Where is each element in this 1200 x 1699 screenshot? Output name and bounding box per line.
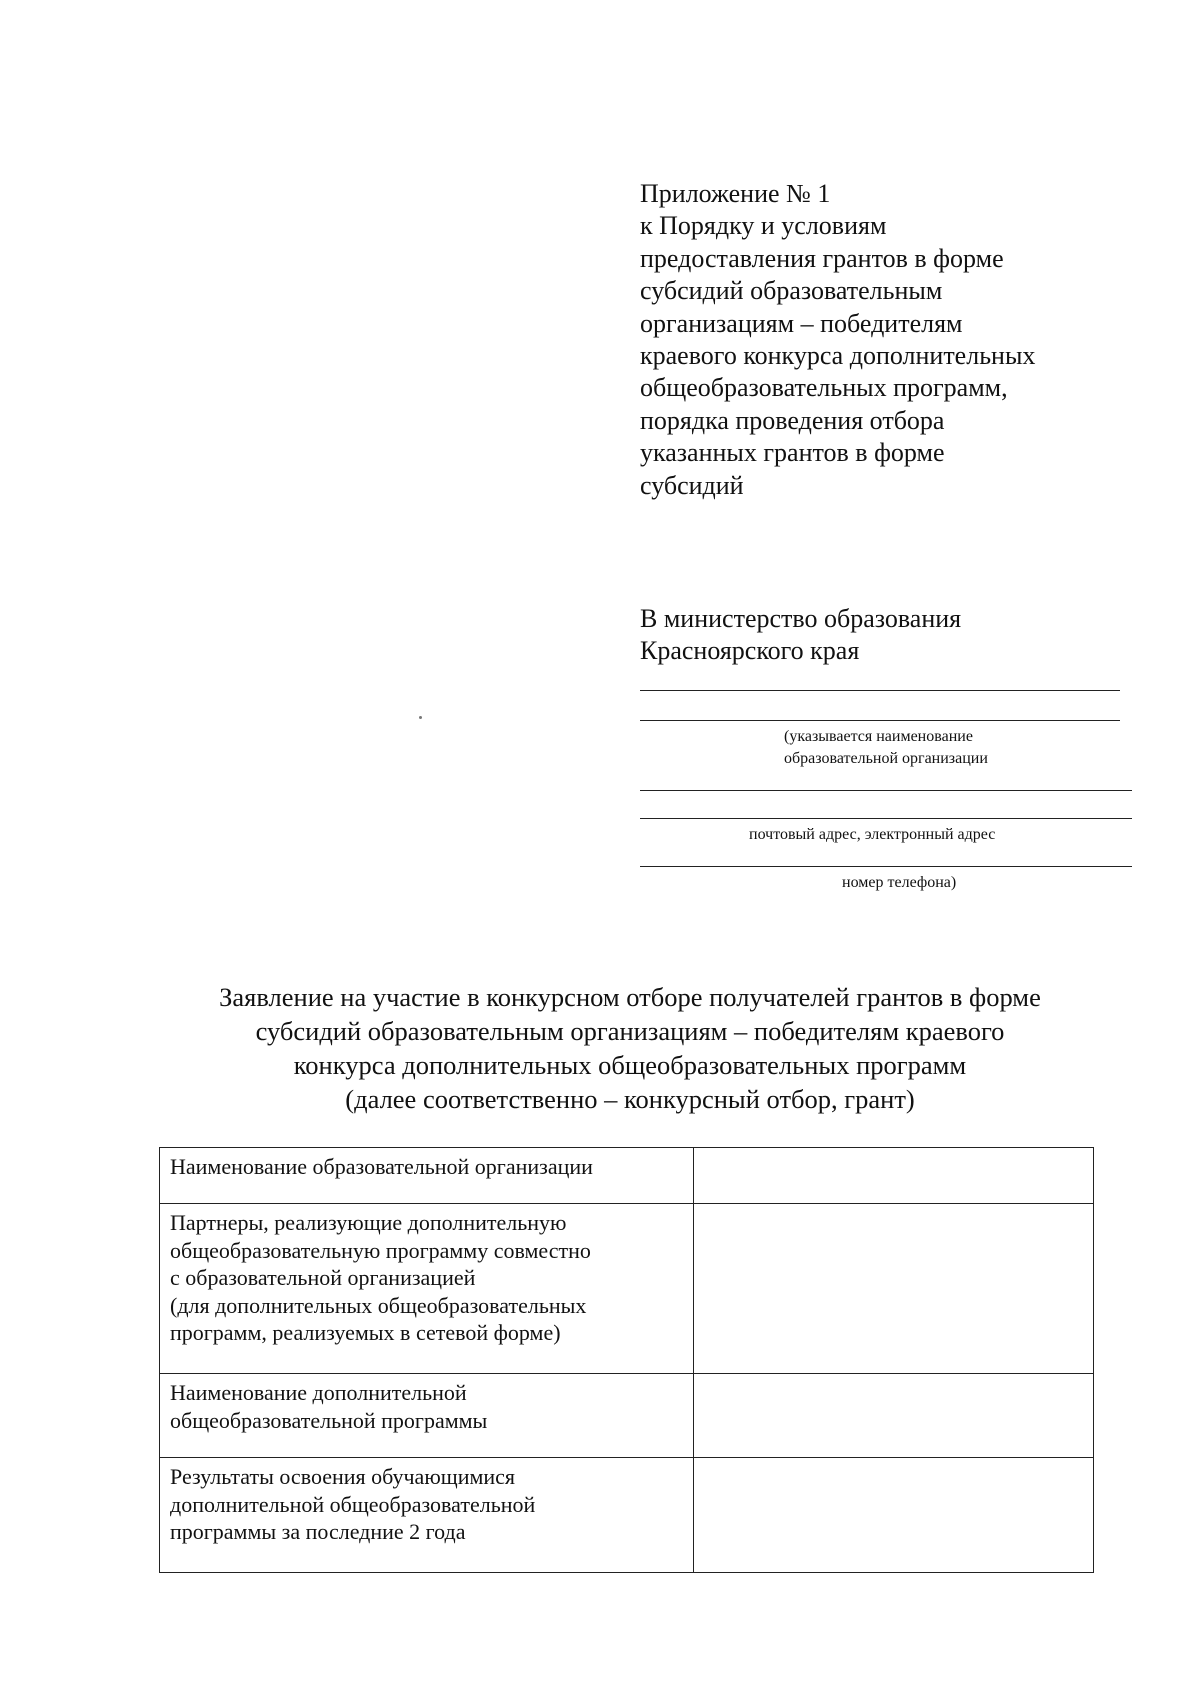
appendix-line: Приложение № 1 xyxy=(640,179,831,208)
row-value-partners[interactable] xyxy=(694,1204,1094,1374)
caption-phone: номер телефона) xyxy=(842,874,957,891)
row-value-results[interactable] xyxy=(694,1458,1094,1573)
row-label-results: Результаты освоения обучающимися дополнительной общеобразовательной программы за последние 2 года xyxy=(160,1458,694,1573)
caption-name: (указывается наименование xyxy=(784,728,973,745)
appendix-line: субсидий образовательным xyxy=(640,276,943,306)
caption-name: образовательной организации xyxy=(784,750,988,767)
table-row xyxy=(160,1458,1094,1573)
table-row xyxy=(160,1374,1094,1458)
row-label-partners: Партнеры, реализующие дополнительную общеобразовательную программу совместно с образовательной организацией (для дополнительных общеобразовательных программ, реализуемых в сетевой форме) xyxy=(160,1204,694,1374)
appendix-heading xyxy=(640,178,1110,502)
appendix-line: краевого конкурса дополнительных xyxy=(640,341,1036,371)
blank-line xyxy=(640,818,1132,819)
appendix-line: указанных грантов в форме xyxy=(640,438,945,468)
row-value-organization-name[interactable] xyxy=(694,1148,1094,1204)
table-row xyxy=(160,1204,1094,1374)
row-label-program-name: Наименование дополнительной общеобразовательной программы xyxy=(160,1374,694,1458)
blank-line xyxy=(640,690,1120,691)
form-title xyxy=(120,980,1140,1116)
blank-line xyxy=(640,790,1132,791)
addressee-line: Красноярского края xyxy=(640,636,860,665)
appendix-line: общеобразовательных программ, xyxy=(640,373,1008,403)
form-title-line: (далее соответственно – конкурсный отбор, грант) xyxy=(345,1084,915,1114)
blank-line xyxy=(640,720,1120,721)
appendix-line: субсидий xyxy=(640,470,744,500)
table-row xyxy=(160,1148,1094,1204)
appendix-line: порядка проведения отбора xyxy=(640,405,945,435)
appendix-line: предоставления грантов в форме xyxy=(640,243,1004,273)
form-title-line: Заявление на участие в конкурсном отборе получателей грантов в форме xyxy=(219,982,1041,1012)
caption-address: почтовый адрес, электронный адрес xyxy=(749,826,996,843)
row-label-organization-name: Наименование образовательной организации xyxy=(160,1148,694,1204)
addressee-block xyxy=(640,603,961,667)
blank-line xyxy=(640,866,1132,867)
row-value-program-name[interactable] xyxy=(694,1374,1094,1458)
form-title-line: конкурса дополнительных общеобразовательных программ xyxy=(293,1050,967,1080)
form-title-line: субсидий образовательным организациям – победителям краевого xyxy=(255,1016,1005,1046)
application-table xyxy=(159,1147,1094,1573)
appendix-line: к Порядку и условиям xyxy=(640,211,887,241)
scan-speck xyxy=(419,716,422,719)
appendix-line: организациям – победителям xyxy=(640,308,963,338)
addressee-line: В министерство образования xyxy=(640,604,962,633)
